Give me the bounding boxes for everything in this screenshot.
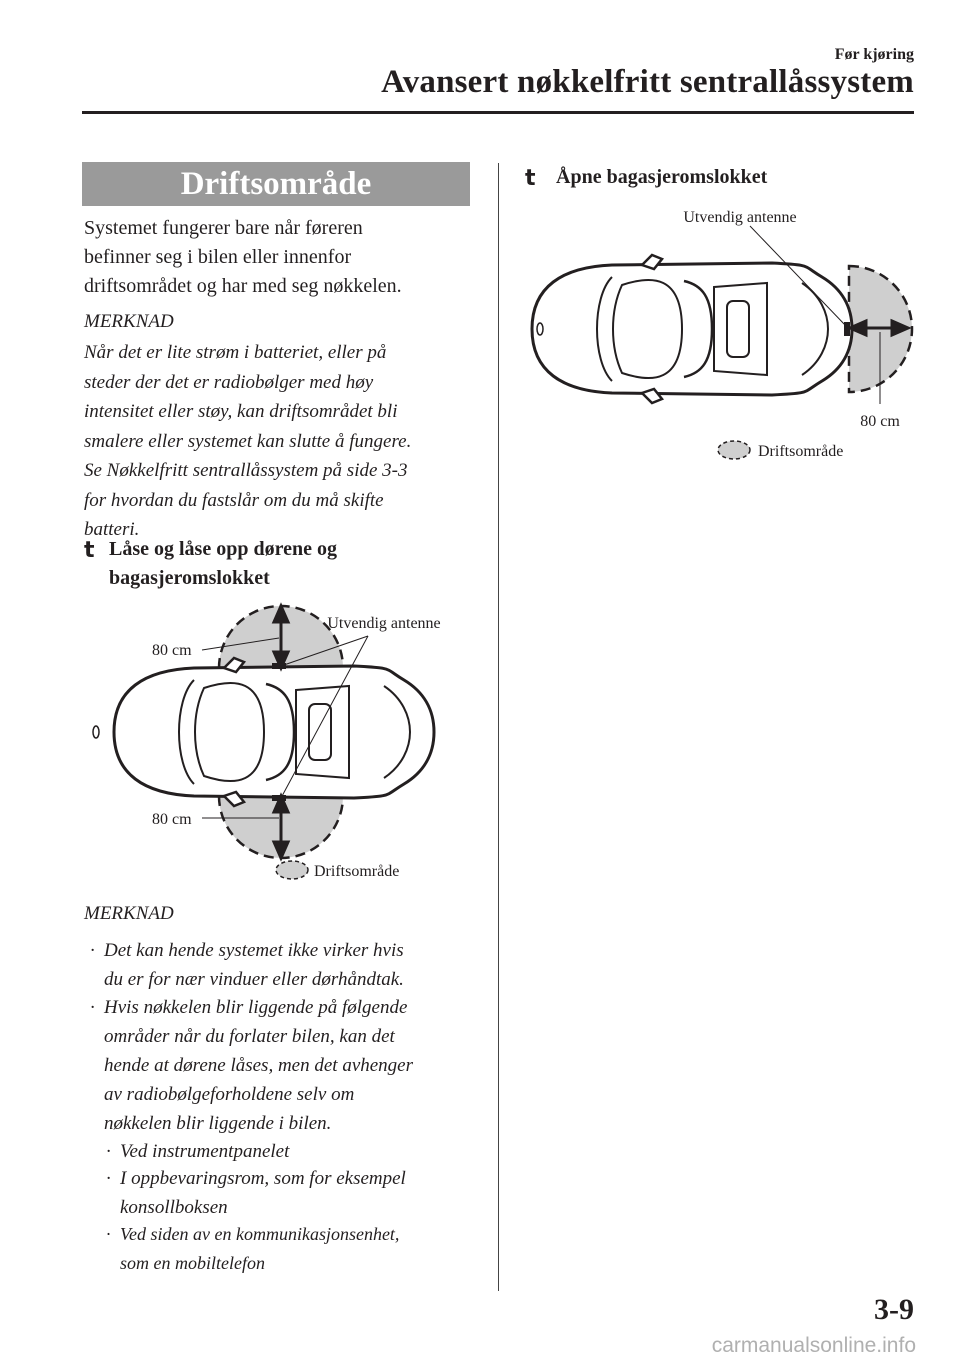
note-label: MERKNAD xyxy=(84,311,174,332)
note-subitem-line: Ved instrumentpanelet xyxy=(120,1141,290,1162)
note-item-line: nøkkelen blir liggende i bilen. xyxy=(104,1113,332,1134)
note-subitem xyxy=(106,1164,482,1222)
note-item xyxy=(90,936,484,994)
subhead-trunk: Åpne bagasjeromslokket xyxy=(556,166,768,188)
note-item-line: av radiobølgeforholdene selv om xyxy=(104,1084,355,1105)
section-banner: Driftsområde xyxy=(82,162,470,206)
legend-label: Driftsområde xyxy=(314,863,400,880)
header-rule xyxy=(82,111,914,114)
figure-trunk-range xyxy=(524,200,920,470)
note-subitem xyxy=(106,1220,482,1278)
note-item-line: Det kan hende systemet ikke virker hvis xyxy=(104,940,404,961)
note-line: Se Nøkkelfritt sentrallåssystem på side 3-3 xyxy=(84,460,408,481)
chapter-label: Før kjøring xyxy=(834,46,914,63)
car-top-view xyxy=(532,255,852,403)
subhead-line: bagasjeromslokket xyxy=(109,567,270,589)
note-line: smalere eller systemet kan slutte å fungere. xyxy=(84,430,412,452)
note-label: MERKNAD xyxy=(84,903,174,924)
note-subitem-line: Ved siden av en kommunikasjonsenhet, xyxy=(120,1224,400,1244)
antenna-label: Utvendig antenne xyxy=(683,209,797,226)
note-subitem-line: konsollboksen xyxy=(120,1197,228,1218)
note-line: steder der det er radiobølger med høy xyxy=(84,371,374,393)
bullet-dot-icon: · xyxy=(90,940,95,961)
legend-swatch xyxy=(276,861,308,879)
car-top-view xyxy=(93,658,434,806)
watermark: carmanualsonline.info xyxy=(711,1334,916,1357)
figure-lock-range xyxy=(84,600,480,890)
note-item-line: Hvis nøkkelen blir liggende på følgende xyxy=(104,997,408,1018)
note-subitem-line: som en mobiltelefon xyxy=(120,1253,265,1273)
note-line: intensitet eller støy, kan driftsområdet bli xyxy=(84,401,398,422)
intro-line: driftsområdet og har med seg nøkkelen. xyxy=(84,275,402,297)
bullet-dot-icon: · xyxy=(106,1224,111,1244)
subhead-bullet-icon: t xyxy=(525,166,536,191)
page-number: 3-9 xyxy=(874,1293,914,1326)
bullet-dot-icon: · xyxy=(106,1168,111,1189)
note-item xyxy=(90,993,484,1138)
distance-label-top: 80 cm xyxy=(152,642,192,659)
legend-swatch xyxy=(718,441,750,459)
subhead-lock-unlock xyxy=(109,535,337,593)
note-subitem-line: I oppbevaringsrom, som for eksempel xyxy=(120,1168,406,1189)
subhead-bullet-icon: t xyxy=(84,538,95,563)
legend-label: Driftsområde xyxy=(758,443,844,460)
intro-line: befinner seg i bilen eller innenfor xyxy=(84,246,352,268)
note-paragraph xyxy=(84,338,484,545)
bullet-dot-icon: · xyxy=(106,1141,111,1162)
antenna-label: Utvendig antenne xyxy=(327,615,441,632)
bullet-dot-icon: · xyxy=(90,997,95,1018)
note-line: for hvordan du fastslår om du må skifte xyxy=(84,489,384,511)
note-line: batteri. xyxy=(84,519,140,540)
subhead-line: Låse og låse opp dørene og xyxy=(109,538,337,560)
distance-label-bottom: 80 cm xyxy=(152,811,192,828)
distance-label: 80 cm xyxy=(860,413,900,430)
note-item-line: områder når du forlater bilen, kan det xyxy=(104,1026,395,1047)
note-line: Når det er lite strøm i batteriet, eller på xyxy=(84,342,387,363)
note-item-line: du er for nær vinduer eller dørhåndtak. xyxy=(104,969,404,990)
page-title: Avansert nøkkelfritt sentrallåssystem xyxy=(381,64,914,100)
note-item-line: hende at dørene låses, men det avhenger xyxy=(104,1055,414,1076)
column-divider xyxy=(498,163,499,1291)
note-subitem xyxy=(106,1137,482,1166)
intro-paragraph xyxy=(84,214,484,301)
intro-line: Systemet fungerer bare når føreren xyxy=(84,217,363,239)
